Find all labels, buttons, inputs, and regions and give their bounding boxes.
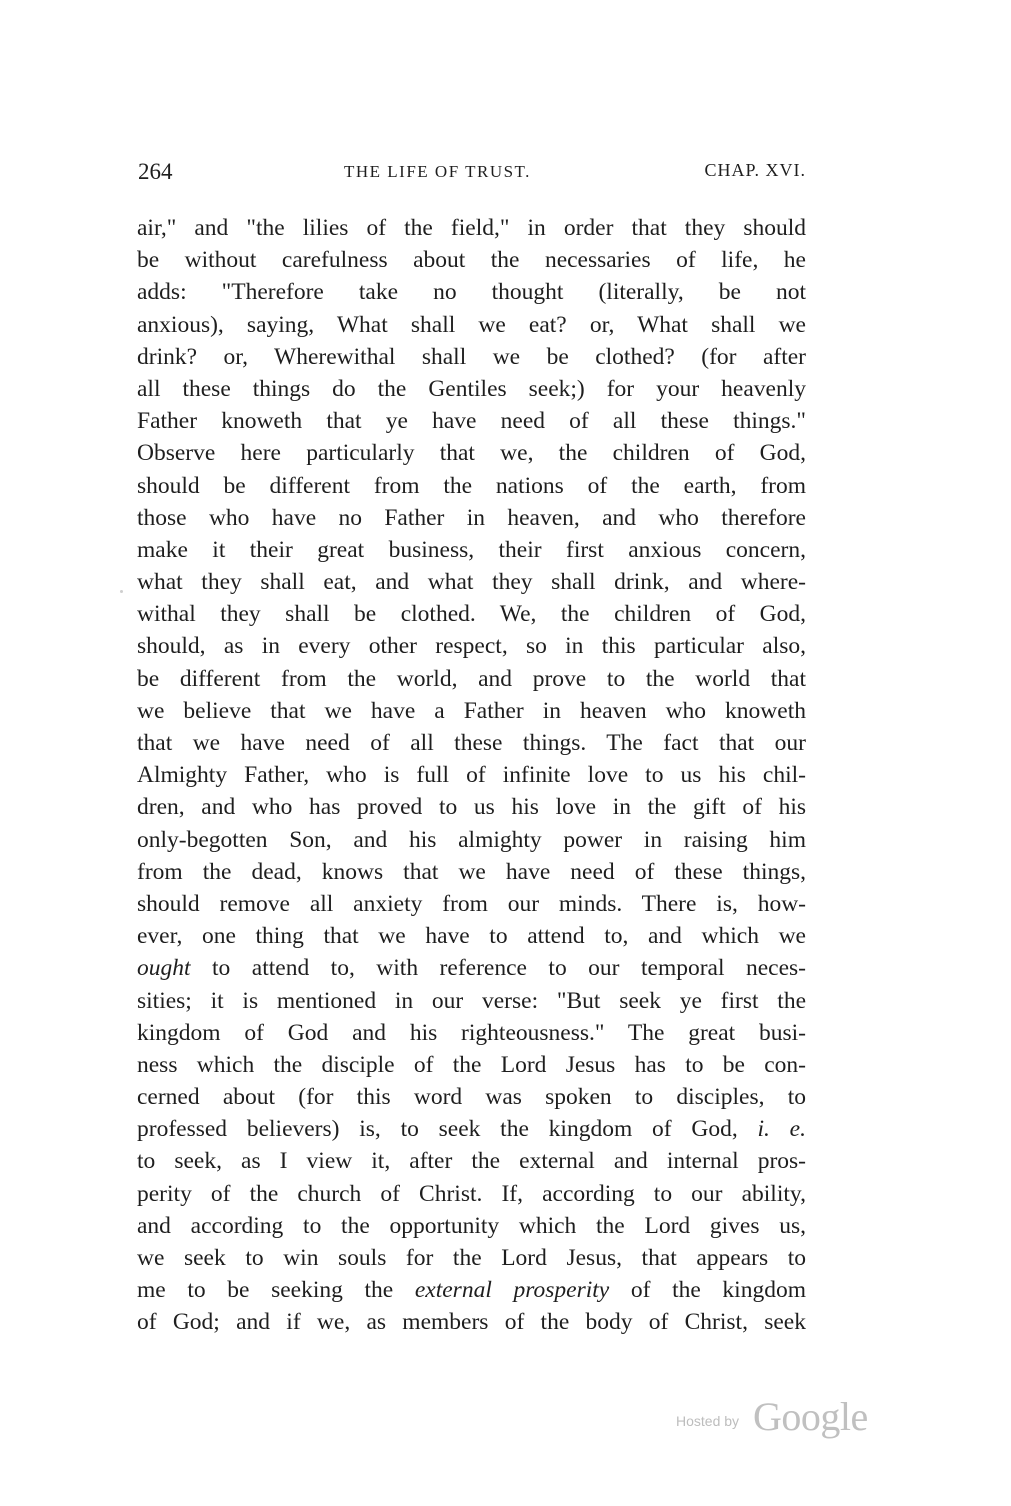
chapter-label: CHAP. XVI. [704, 160, 806, 180]
text-line: only-begotten Son, and his almighty power in raising him [137, 826, 806, 853]
text-line: drink? or, Wherewithal shall we be clothed? (for after [137, 343, 806, 370]
text-line: ought to attend to, with reference to our temporal neces- [137, 955, 806, 982]
running-title: THE LIFE OF TRUST. [344, 162, 531, 181]
italic-emphasis: i. e. [757, 1116, 806, 1143]
text-line: should be different from the nations of the earth, from [137, 472, 806, 499]
italic-emphasis: external prosperity [414, 1277, 610, 1304]
text-line: be without carefulness about the necessaries of life, he [137, 247, 806, 274]
page-number: 264 [138, 159, 173, 184]
text-line: dren, and who has proved to us his love in the gift of his [137, 794, 806, 821]
text-line: those who have no Father in heaven, and who therefore [137, 504, 806, 531]
text-line: ever, one thing that we have to attend to, and which we [137, 923, 806, 950]
text-line: be different from the world, and prove to the world that [137, 665, 806, 692]
text-line: adds: "Therefore take no thought (literally, be not [137, 279, 806, 306]
scan-speck [120, 590, 123, 593]
text-line: we seek to win souls for the Lord Jesus, that appears to [137, 1245, 806, 1271]
google-logo: Google [753, 1394, 868, 1439]
text-line: cerned about (for this word was spoken to disciples, to [137, 1084, 806, 1111]
text-line: Father knoweth that ye have need of all these things." [137, 408, 806, 435]
text-line: anxious), saying, What shall we eat? or, What shall we [137, 311, 806, 338]
text-line: kingdom of God and his righteousness." The great busi- [137, 1019, 806, 1046]
text-line: and according to the opportunity which the Lord gives us, [137, 1212, 806, 1239]
hosted-by-google-watermark [676, 1395, 886, 1443]
italic-emphasis: ought [137, 955, 191, 982]
text-line: Observe here particularly that we, the children of God, [137, 440, 806, 467]
text-line: Almighty Father, who is full of infinite love to us his chil- [137, 762, 806, 789]
text-line: air," and "the lilies of the field," in order that they should [137, 215, 806, 241]
body-text [137, 212, 806, 1339]
text-line: perity of the church of Christ. If, according to our ability, [137, 1180, 806, 1207]
text-line: what they shall eat, and what they shall drink, and where- [137, 569, 806, 596]
text-line: should, as in every other respect, so in this particular also, [137, 633, 806, 660]
text-line: to seek, as I view it, after the external and internal pros- [137, 1148, 806, 1175]
text-line: me to be seeking the external prosperity of the kingdom [137, 1277, 806, 1304]
running-head [138, 159, 806, 189]
text-line: all these things do the Gentiles seek;) for your heavenly [137, 375, 806, 402]
text-line: that we have need of all these things. The fact that our [137, 730, 806, 756]
text-line: make it their great business, their first anxious concern, [137, 536, 806, 563]
hosted-by-label: Hosted by [676, 1413, 740, 1429]
text-line: of God; and if we, as members of the body of Christ, seek [137, 1309, 806, 1336]
text-line: withal they shall be clothed. We, the children of God, [137, 601, 806, 628]
text-line: ness which the disciple of the Lord Jesus has to be con- [137, 1051, 806, 1078]
text-line: we believe that we have a Father in heaven who knoweth [137, 697, 806, 724]
text-line: sities; it is mentioned in our verse: "But seek ye first the [137, 987, 806, 1014]
text-line: from the dead, knows that we have need of these things, [137, 858, 806, 885]
text-line: should remove all anxiety from our minds. There is, how- [137, 890, 806, 917]
text-line: professed believers) is, to seek the kingdom of God, i. e. [137, 1116, 806, 1143]
